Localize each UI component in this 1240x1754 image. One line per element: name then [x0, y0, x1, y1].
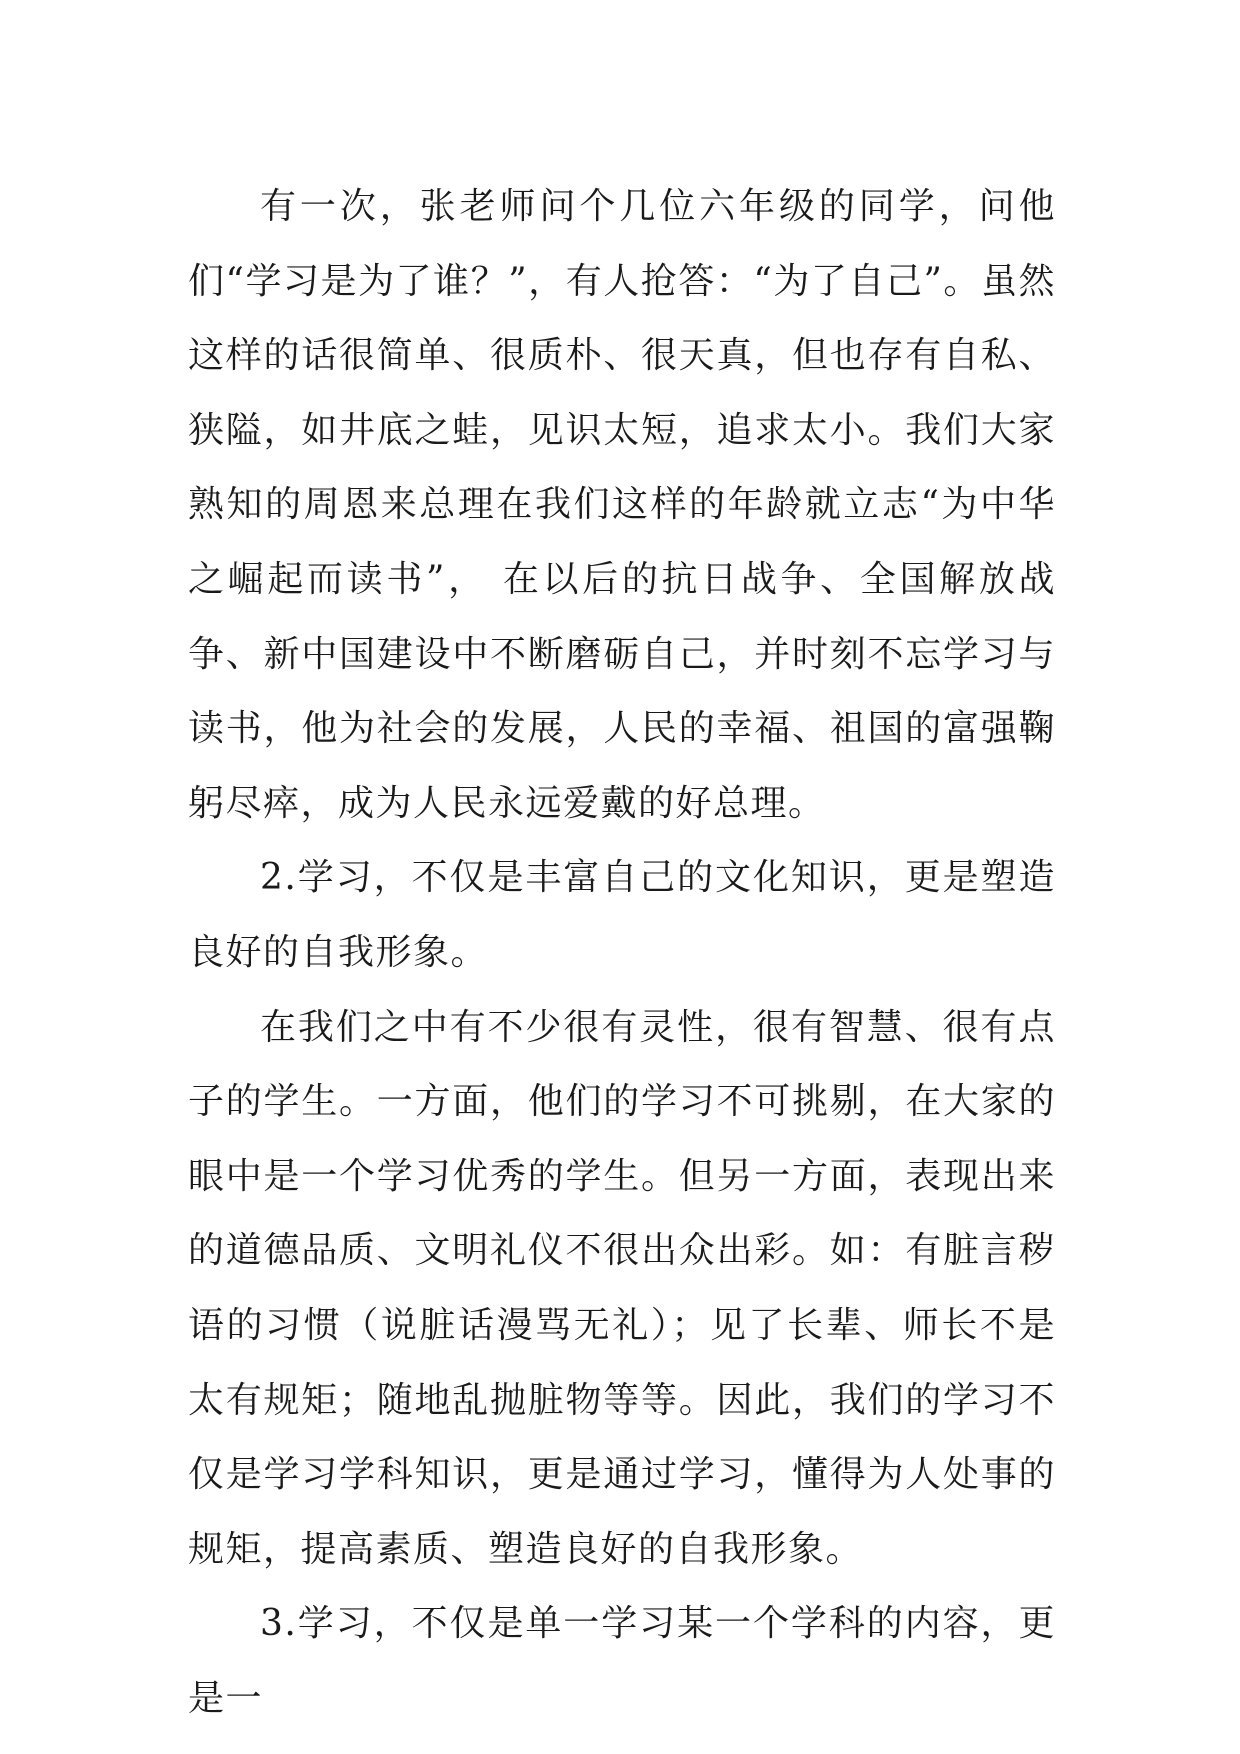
- paragraph-point-3-heading: 3.学习，不仅是单一学习某一个学科的内容，更是一: [188, 1603, 1056, 1719]
- paragraph-point-2-heading: 2.学习，不仅是丰富自己的文化知识，更是塑造良好的自我形象。: [188, 857, 1056, 973]
- paragraph-self-image: 在我们之中有不少很有灵性，很有智慧、很有点子的学生。一方面，他们的学习不可挑剔，在大家的眼中是一个学习优秀的学生。但另一方面，表现出来的道德品质、文明礼仪不很出众出彩。如：有脏言秽语的习惯（说脏话漫骂无礼）；见了长辈、师长不是太有规矩；随地乱抛脏物等等。因此，我们的学习不仅是学习学科知识，更是通过学习，懂得为人处事的规矩，提高素质、塑造良好的自我形象。: [188, 1006, 1056, 1570]
- paragraph-zhou-enlai-story: 有一次，张老师问个几位六年级的同学，问他们“学习是为了谁？”，有人抢答：“为了自己”。虽然这样的话很简单、很质朴、很天真，但也存有自私、狭隘，如井底之蛙，见识太短，追求太小。我们大家熟知的周恩来总理在我们这样的年龄就立志“为中华之崛起而读书”， 在以后的抗日战争、全国解放战争、新中国建设中不断磨砺自己，并时刻不忘学习与读书，他为社会的发展，人民的幸福、祖国的富强鞠躬尽瘁，成为人民永远爱戴的好总理。: [188, 186, 1056, 824]
- body-text: [188, 170, 1056, 1736]
